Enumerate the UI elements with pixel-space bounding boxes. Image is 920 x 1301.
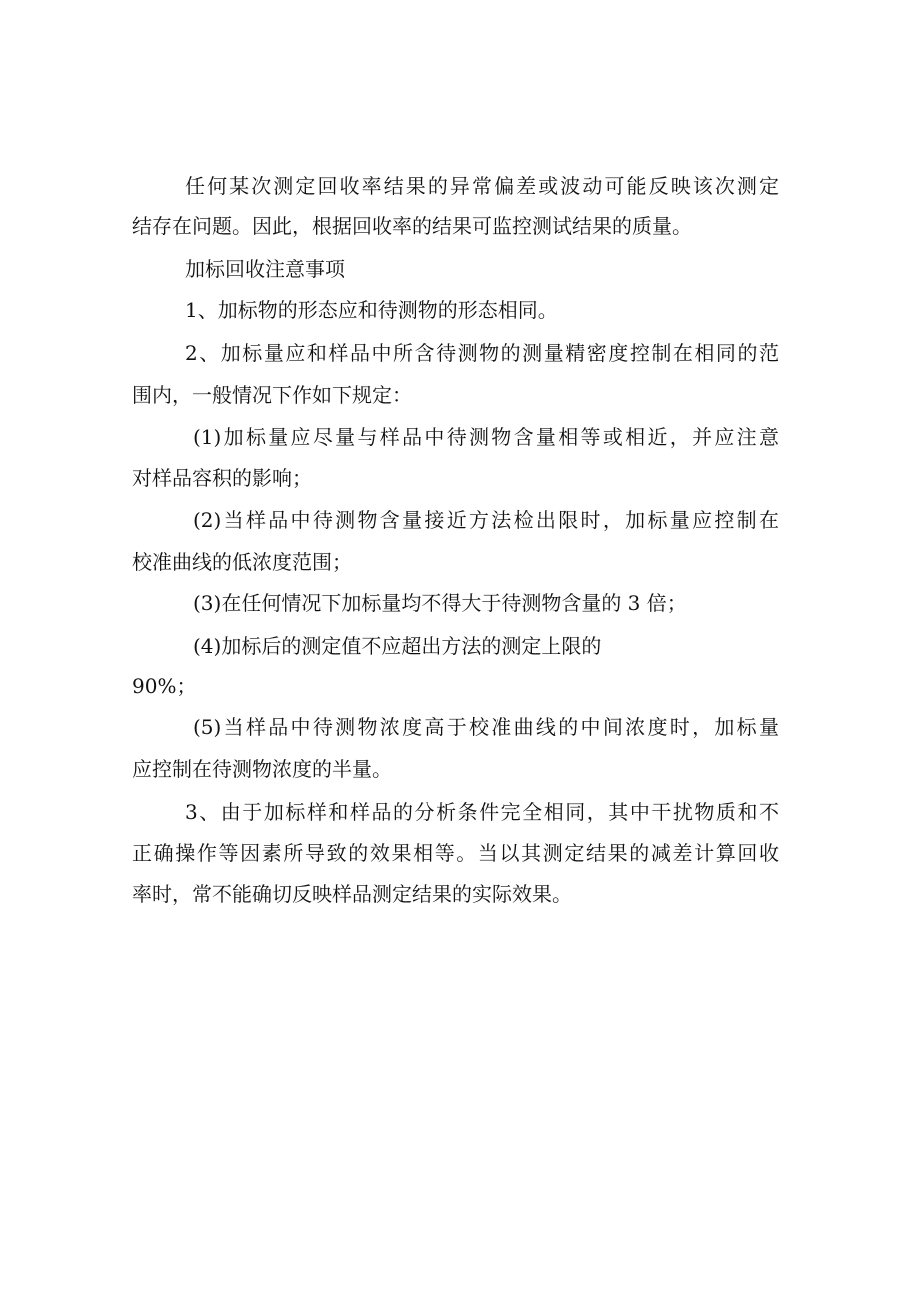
sub-item-5-line-2: 应控制在待测物浓度的半量。 (132, 757, 392, 781)
sub-item-2-line-1: (2)当样品中待测物含量接近方法检出限时，加标量应控制在 (193, 508, 779, 532)
item-3-line-2: 正确操作等因素所导致的效果相等。当以其测定结果的减差计算回收 (132, 841, 779, 865)
sub-item-1-line-2: 对样品容积的影响； (132, 466, 312, 490)
item-1: 1、加标物的形态应和待测物的形态相同。 (185, 298, 558, 322)
section-heading: 加标回收注意事项 (185, 257, 345, 281)
sub-item-2-line-2: 校准曲线的低浓度范围； (132, 550, 352, 574)
item-3-line-3: 率时，常不能确切反映样品测定结果的实际效果。 (132, 882, 572, 906)
sub-item-4-line-1: (4)加标后的测定值不应超出方法的测定上限的 (193, 634, 602, 658)
item-2-line-1: 2、加标量应和样品中所含待测物的测量精密度控制在相同的范 (185, 341, 779, 365)
sub-item-1-line-1: (1)加标量应尽量与样品中待测物含量相等或相近，并应注意 (193, 425, 779, 449)
sub-item-5-line-1: (5)当样品中待测物浓度高于校准曲线的中间浓度时，加标量 (193, 715, 779, 739)
sub-item-3: (3)在任何情况下加标量均不得大于待测物含量的 3 倍； (193, 591, 687, 615)
paragraph-1-line-2: 结存在问题。因此，根据回收率的结果可监控测试结果的质量。 (132, 214, 692, 238)
item-2-line-2: 围内，一般情况下作如下规定： (132, 383, 412, 407)
item-3-line-1: 3、由于加标样和样品的分析条件完全相同，其中干扰物质和不 (185, 800, 779, 824)
sub-item-4-line-2: 90%； (132, 674, 197, 698)
paragraph-1-line-1: 任何某次测定回收率结果的异常偏差或波动可能反映该次测定 (185, 174, 779, 198)
